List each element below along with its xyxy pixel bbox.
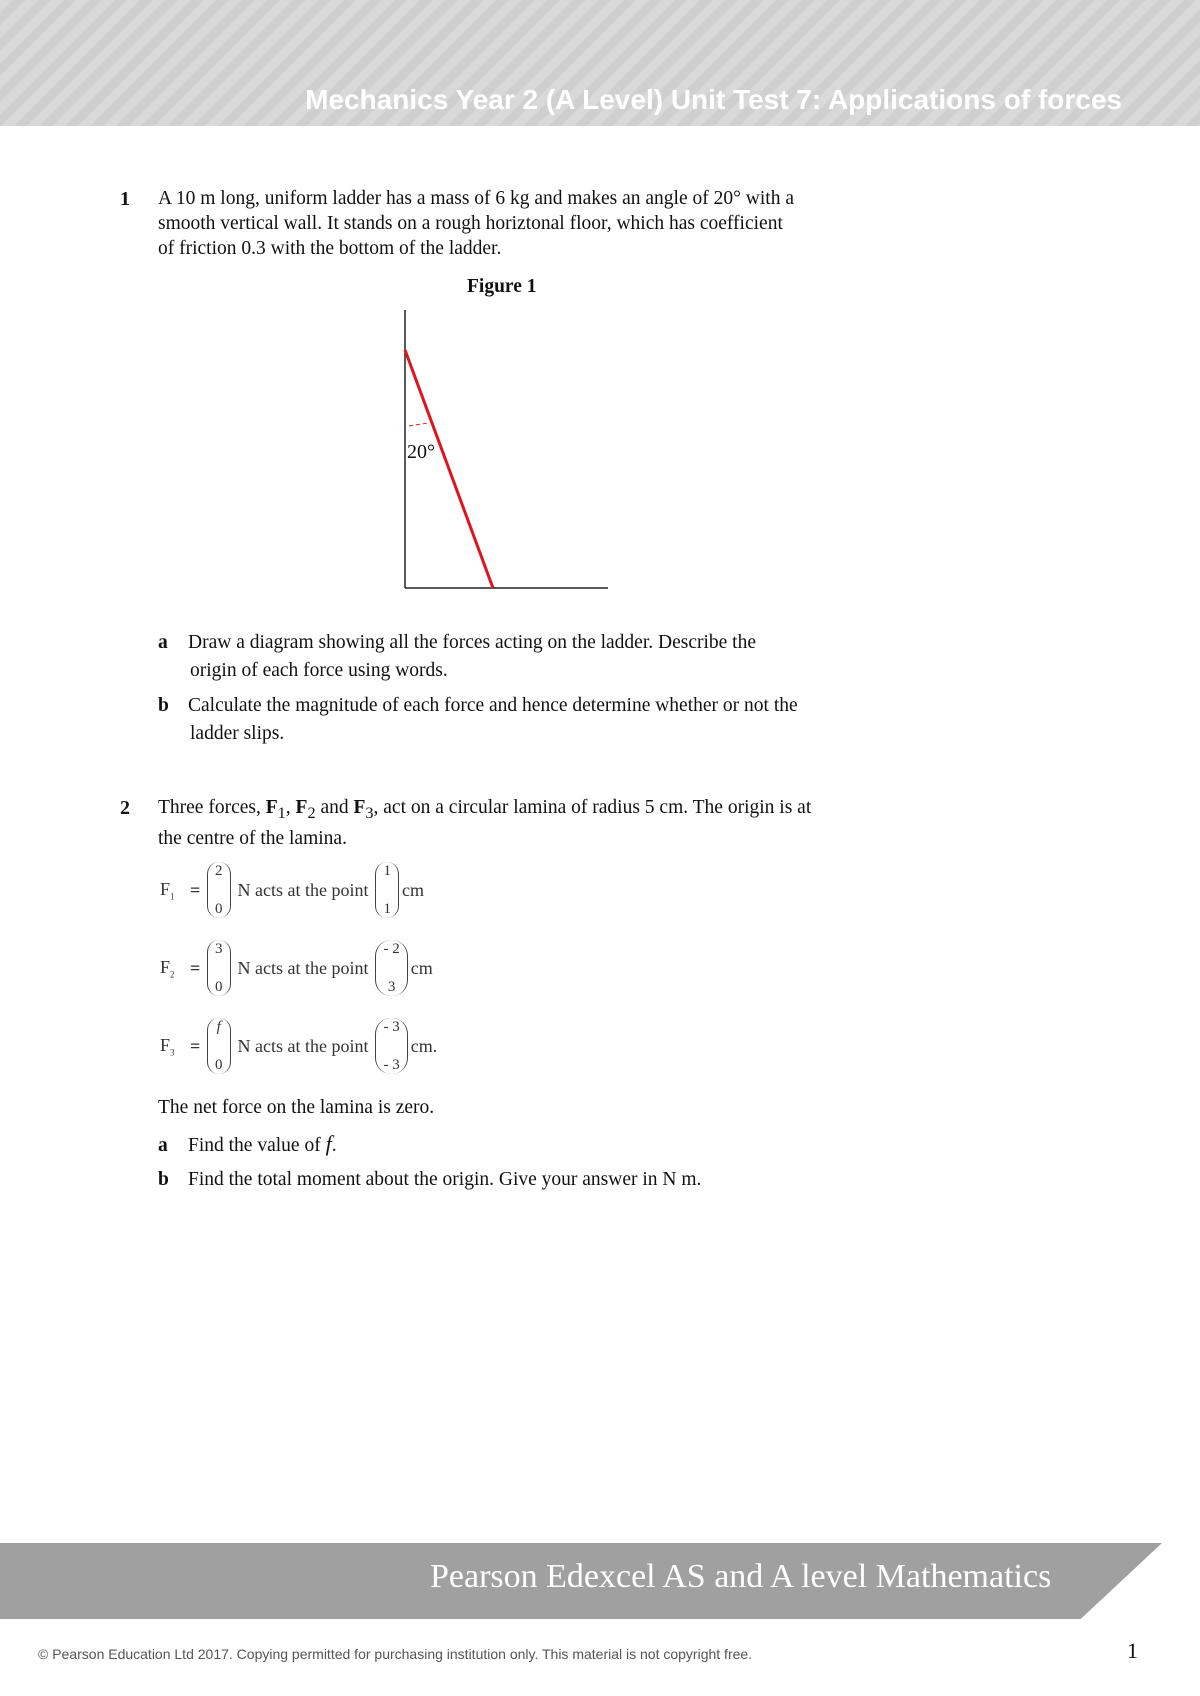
f3-subscript: 3 (365, 803, 374, 822)
point-vector: - 2 3 (375, 940, 407, 996)
part-a-line-2: origin of each force using words. (190, 660, 448, 681)
equals-sign: = (190, 957, 201, 978)
acts-at-text: N acts at the point (237, 1035, 369, 1056)
part-b-line-1: Calculate the magnitude of each force and hence determine whether or not the (188, 695, 798, 716)
question-1-part-a (158, 629, 918, 685)
part-a-end: . (331, 1135, 337, 1156)
point-vector: 1 1 (375, 862, 399, 918)
question-2-line-2: the centre of the lamina. (158, 827, 347, 849)
acts-at-text: N acts at the point (237, 957, 369, 978)
ladder-figure (395, 305, 620, 595)
f1-subscript: 1 (277, 803, 286, 822)
force-row-1 (160, 860, 424, 920)
part-label: b (158, 1169, 169, 1190)
part-label: a (158, 632, 168, 653)
question-2-line-1 (158, 795, 811, 826)
force-vector: f 0 (207, 1018, 231, 1074)
variable-f: f (325, 1131, 332, 1156)
force-name: $F_3$ (160, 1034, 175, 1058)
question-2-part-b (158, 1166, 918, 1194)
part-a-text: Find the value of (188, 1135, 326, 1156)
question-1-line-2: smooth vertical wall. It stands on a rough horiztonal floor, which has coefficient (158, 213, 783, 234)
page-number: 1 (1127, 1638, 1138, 1663)
q2-and: and (315, 797, 354, 818)
unit-text: cm. (410, 1035, 438, 1056)
f3-symbol: F (353, 797, 366, 818)
question-2-part-a (158, 1130, 918, 1160)
part-b-line-2: ladder slips. (190, 723, 285, 744)
force-name: $F_2$ (160, 956, 175, 980)
figure-1-caption: Figure 1 (467, 276, 537, 297)
question-2-text (158, 795, 811, 851)
force-row-2 (160, 938, 433, 998)
q2-text-pre: Three forces, (158, 797, 266, 818)
f2-symbol: F (295, 797, 308, 818)
footer-title: Pearson Edexcel AS and A level Mathematics (430, 1558, 1052, 1595)
ladder-line (405, 350, 493, 588)
force-vector: 3 0 (207, 940, 231, 996)
force-vector: 2 0 (207, 862, 231, 918)
copyright-notice: © Pearson Education Ltd 2017. Copying permitted for purchasing institution only. This material is not copyright free. (38, 1646, 753, 1662)
q2-text-post: , act on a circular lamina of radius 5 cm. The origin is at (373, 797, 812, 818)
acts-at-text: N acts at the point (237, 879, 369, 900)
part-a-line-1: Draw a diagram showing all the forces acting on the ladder. Describe the (188, 632, 757, 653)
q2-separator: , (285, 797, 296, 818)
unit-text: cm (401, 879, 424, 900)
question-2-number: 2 (120, 797, 130, 819)
part-label: a (158, 1135, 168, 1156)
net-force-statement: The net force on the lamina is zero. (158, 1097, 435, 1118)
force-definitions (160, 860, 560, 1080)
f2-subscript: 2 (307, 803, 316, 822)
force-row-3 (160, 1016, 437, 1076)
part-label: b (158, 695, 169, 716)
part-b-text: Find the total moment about the origin. Give your answer in N m. (188, 1169, 702, 1190)
question-1-line-1: A 10 m long, uniform ladder has a mass of 6 kg and makes an angle of 20° with a (158, 188, 794, 209)
header-title: Mechanics Year 2 (A Level) Unit Test 7: Applications of forces (305, 84, 1122, 115)
f1-symbol: F (265, 797, 278, 818)
question-1-number: 1 (120, 188, 130, 210)
question-1-part-b (158, 692, 918, 748)
equals-sign: = (190, 1035, 201, 1056)
point-vector: - 3 - 3 (375, 1018, 407, 1074)
question-1-text (158, 186, 794, 261)
unit-text: cm (410, 957, 433, 978)
angle-arc-mark (409, 423, 428, 426)
equals-sign: = (190, 879, 201, 900)
force-name: $F_1$ (160, 878, 175, 902)
question-1-line-3: of friction 0.3 with the bottom of the ladder. (158, 238, 502, 259)
angle-label: 20° (407, 441, 435, 463)
page-header (0, 0, 1200, 126)
